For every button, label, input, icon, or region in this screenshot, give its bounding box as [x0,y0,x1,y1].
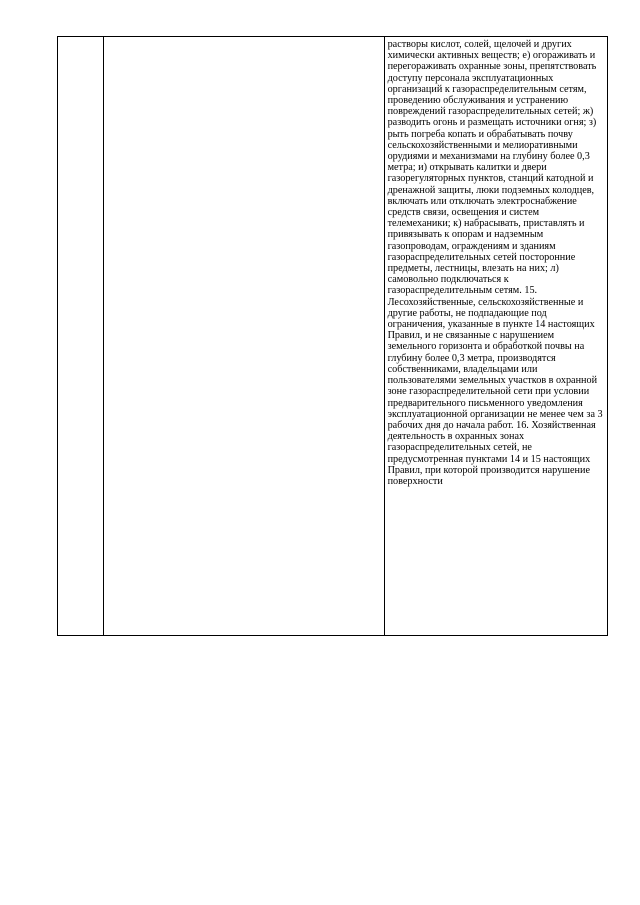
cell-name-text [104,37,384,39]
table-cell-number [58,37,104,636]
cell-number-text [58,37,103,39]
table-row [58,37,608,636]
cell-content-text: растворы кислот, солей, щелочей и других химически активных веществ; е) огораживать и перегораживать охранные зоны, препятствовать доступу персонала эксплуатационных организаций к газораспределительным сетям, проведению обслуживания и устранению повреждений газораспределительных сетей; ж) разводить огонь и размещать источники огня; з) рыть погреба копать и обрабатывать почву сельскохозяйственными и мелиоративными орудиями и механизмами на глубину более 0,3 метра; и) открывать калитки и двери газорегуляторных пунктов, станций катодной и дренажной защиты, люки подземных колодцев, включать или отключать электроснабжение средств связи, освещения и систем телемеханики; к) набрасывать, приставлять и привязывать к опорам и надземным газопроводам, ограждениям и зданиям газораспределительных сетей посторонние предметы, лестницы, влезать на них; л) самовольно подключаться к газораспределительным сетям. 15. Лесохозяйственные, сельскохозяйственные и другие работы, не подпадающие под ограничения, указанные в пункте 14 настоящих Правил, и не связанные с нарушением земельного горизонта и обработкой почвы на глубину более 0,3 метра, производятся собственниками, владельцами или пользователями земельных участков в охранной зоне газораспределительной сети при условии предварительного письменного уведомления эксплуатационной организации не менее чем за 3 рабочих дня до начала работ. 16. Хозяйственная деятельность в охранных зонах газораспределительных сетей, не предусмотренная пунктами 14 и 15 настоящих Правил, при которой производится нарушение поверхности [387,39,603,487]
document-table [57,36,608,636]
table-cell-name [104,37,385,636]
table-cell-content [384,37,607,636]
